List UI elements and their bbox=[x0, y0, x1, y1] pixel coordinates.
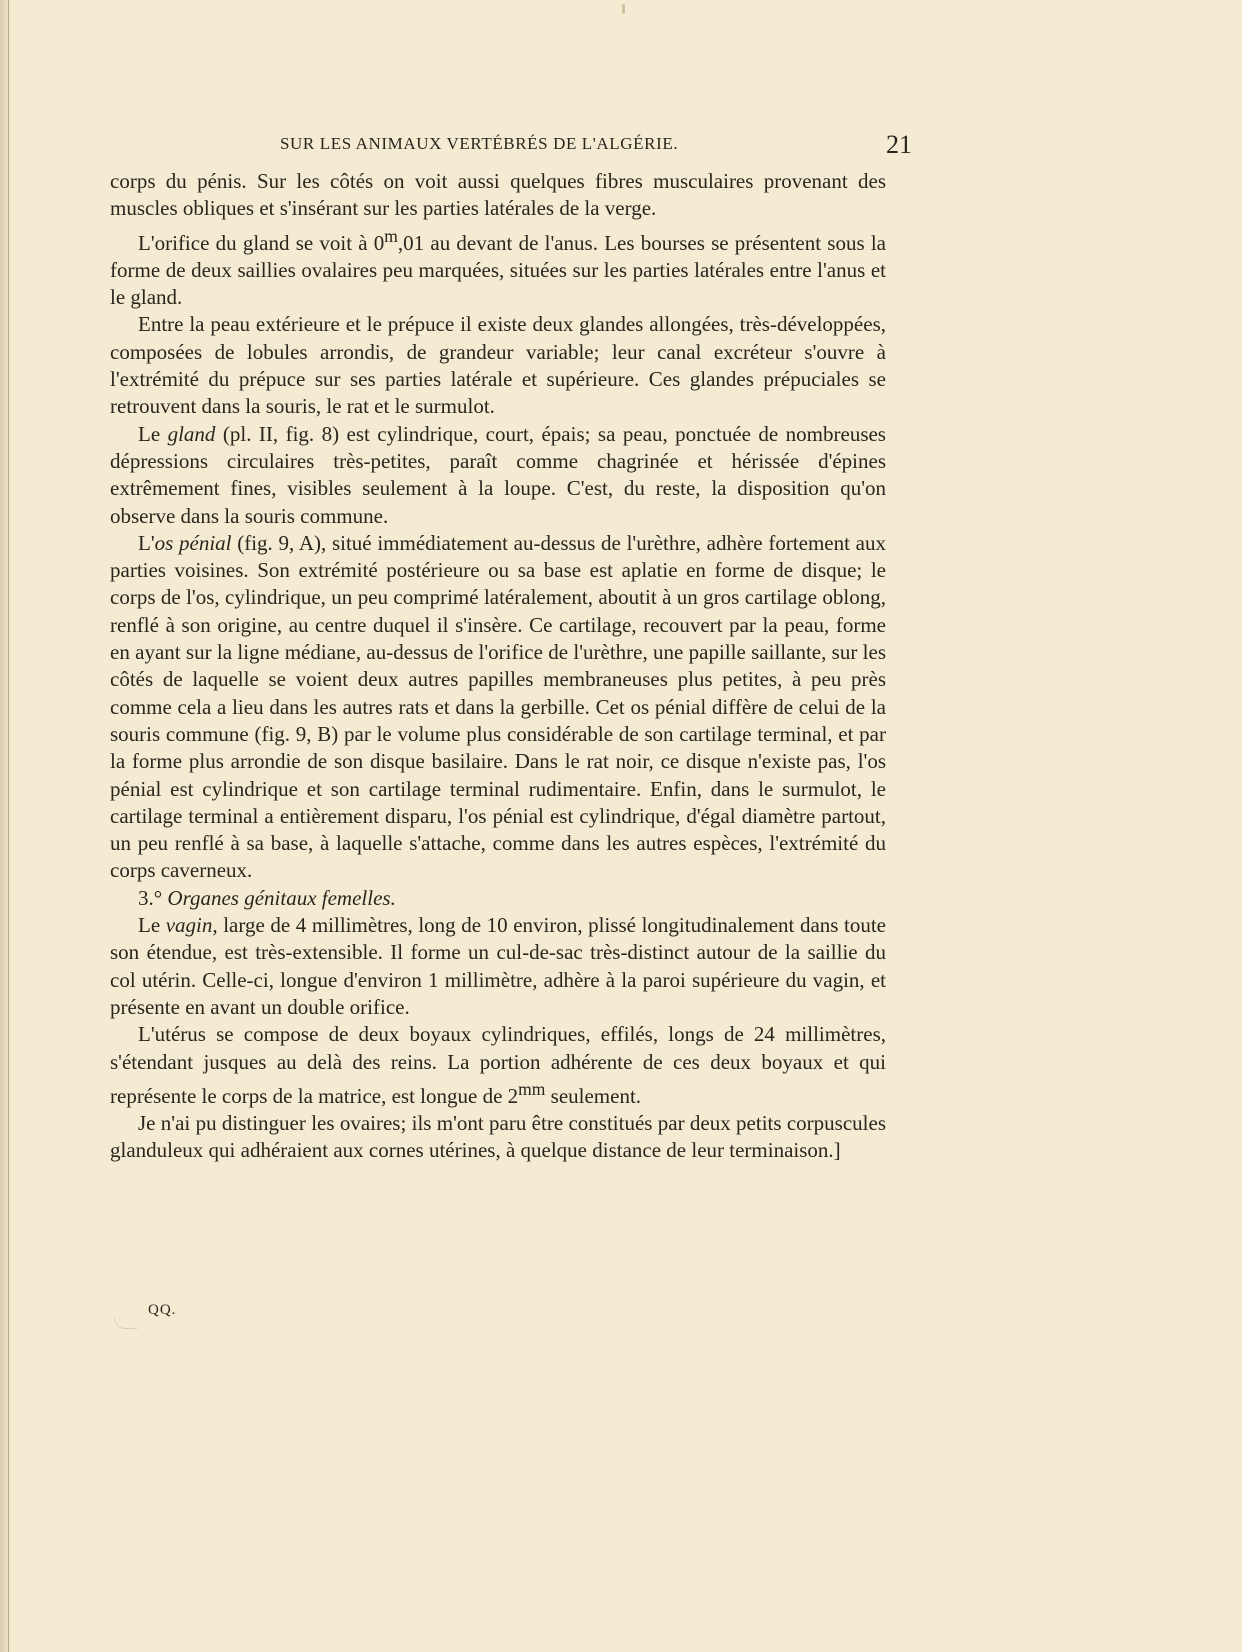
paragraph-text: L'utérus se compose de deux boyaux cylindriques, effilés, longs de 24 millimètres, s'étendant jusques au delà des reins. La portion adhérente de ces deux boyaux et qui représente le corps de la matrice, est longue de 2 bbox=[110, 1022, 886, 1108]
paper-blemish bbox=[622, 4, 625, 14]
running-head-title: SUR LES ANIMAUX VERTÉBRÉS DE L'ALGÉRIE. bbox=[280, 134, 679, 153]
paragraph-1 bbox=[110, 168, 886, 223]
paper-mark bbox=[114, 1318, 137, 1329]
running-head bbox=[120, 130, 1240, 160]
unit-superscript: m bbox=[384, 225, 398, 246]
paragraph-text: Le bbox=[138, 913, 166, 938]
unit-superscript: mm bbox=[518, 1078, 546, 1099]
paragraph-7 bbox=[110, 1021, 886, 1110]
paragraph-text: (pl. II, fig. 8) est cylindrique, court, épais; sa peau, ponctuée de nombreuses dépressions circulaires très-petites, paraît comme chagrinée et hérissée d'épines extrêmement fines, visibles seulement à la loupe. C'est, du reste, la disposition qu'on observe dans la souris commune. bbox=[110, 421, 886, 528]
italic-term: gland bbox=[167, 421, 216, 446]
section-title: Organes génitaux femelles. bbox=[167, 885, 396, 910]
paragraph-text: Le bbox=[138, 421, 168, 446]
page-edge-shadow bbox=[0, 0, 12, 1652]
paragraph-text: corps du pénis. Sur les côtés on voit aussi quelques fibres musculaires provenant des muscles obliques et s'insérant sur les parties latérales de la verge. bbox=[110, 169, 886, 221]
paragraph-6 bbox=[110, 912, 886, 1021]
body-text bbox=[110, 168, 886, 1165]
paragraph-text: Je n'ai pu distinguer les ovaires; ils m'ont paru être constitués par deux petits corpuscules glanduleux qui adhéraient aux cornes utérines, à quelque distance de leur terminaison.] bbox=[110, 1111, 886, 1163]
paragraph-5 bbox=[110, 530, 886, 885]
paragraph-text: L'orifice du gland se voit à 0 bbox=[138, 230, 385, 255]
section-heading bbox=[110, 885, 886, 912]
paragraph-2 bbox=[110, 223, 886, 312]
paragraph-text: ,01 au devant de l'anus. Les bourses se présentent sous la forme de deux saillies ovalaires peu marquées, situées sur les parties latérales entre l'anus et le gland. bbox=[110, 230, 887, 310]
paragraph-4 bbox=[110, 421, 886, 530]
paragraph-text: seulement. bbox=[545, 1083, 642, 1108]
paragraph-text: (fig. 9, A), situé immédiatement au-dessus de l'urèthre, adhère fortement aux parties voisines. Son extrémité postérieure ou sa base est aplatie en forme de disque; le corps de l'os, cylindrique, un peu comprimé latéralement, aboutit à un gros cartilage oblong, renflé à son origine, au centre duquel il s'insère. Ce cartilage, recouvert par la peau, forme en ayant sur la ligne médiane, au-dessus de l'orifice de l'urèthre, une papille saillante, sur les côtés de laquelle se voient deux autres papilles membraneuses plus petites, à peu près comme cela a lieu dans les autres rats et dans la gerbille. Cet os pénial diffère de celui de la souris commune (fig. 9, B) par le volume plus considérable de son cartilage terminal, et par la forme plus arrondie de son disque basilaire. Dans le rat noir, ce disque n'existe pas, l'os pénial est cylindrique et son cartilage terminal rudimentaire. Enfin, dans le surmulot, le cartilage terminal a entièrement disparu, l'os pénial est cylindrique, d'égal diamètre partout, un peu renflé à sa base, à laquelle s'attache, comme dans les autres espèces, l'extrémité du corps caverneux. bbox=[110, 530, 886, 883]
paragraph-3 bbox=[110, 311, 886, 420]
signature-mark: QQ. bbox=[148, 1302, 177, 1318]
italic-term: vagin bbox=[165, 913, 213, 938]
page-gutter-line bbox=[8, 0, 9, 1652]
paragraph-text: , large de 4 millimètres, long de 10 environ, plissé longitudinalement dans toute son étendue, est très-extensible. Il forme un cul-de-sac très-distinct autour de la saillie du col utérin. Celle-ci, longue d'environ 1 millimètre, adhère à la paroi supérieure du vagin, et présente en avant un double orifice. bbox=[110, 913, 887, 1019]
paragraph-8 bbox=[110, 1110, 886, 1165]
italic-term: os pénial bbox=[154, 530, 232, 555]
page-number: 21 bbox=[886, 130, 912, 159]
section-number: 3.° bbox=[138, 885, 168, 910]
paragraph-text: L' bbox=[138, 530, 155, 555]
paragraph-text: Entre la peau extérieure et le prépuce il existe deux glandes allongées, très-développées, composées de lobules arrondis, de grandeur variable; leur canal excréteur s'ouvre à l'extrémité du prépuce sur ses parties latérale et supérieure. Ces glandes prépuciales se retrouvent dans la souris, le rat et le surmulot. bbox=[110, 312, 886, 419]
